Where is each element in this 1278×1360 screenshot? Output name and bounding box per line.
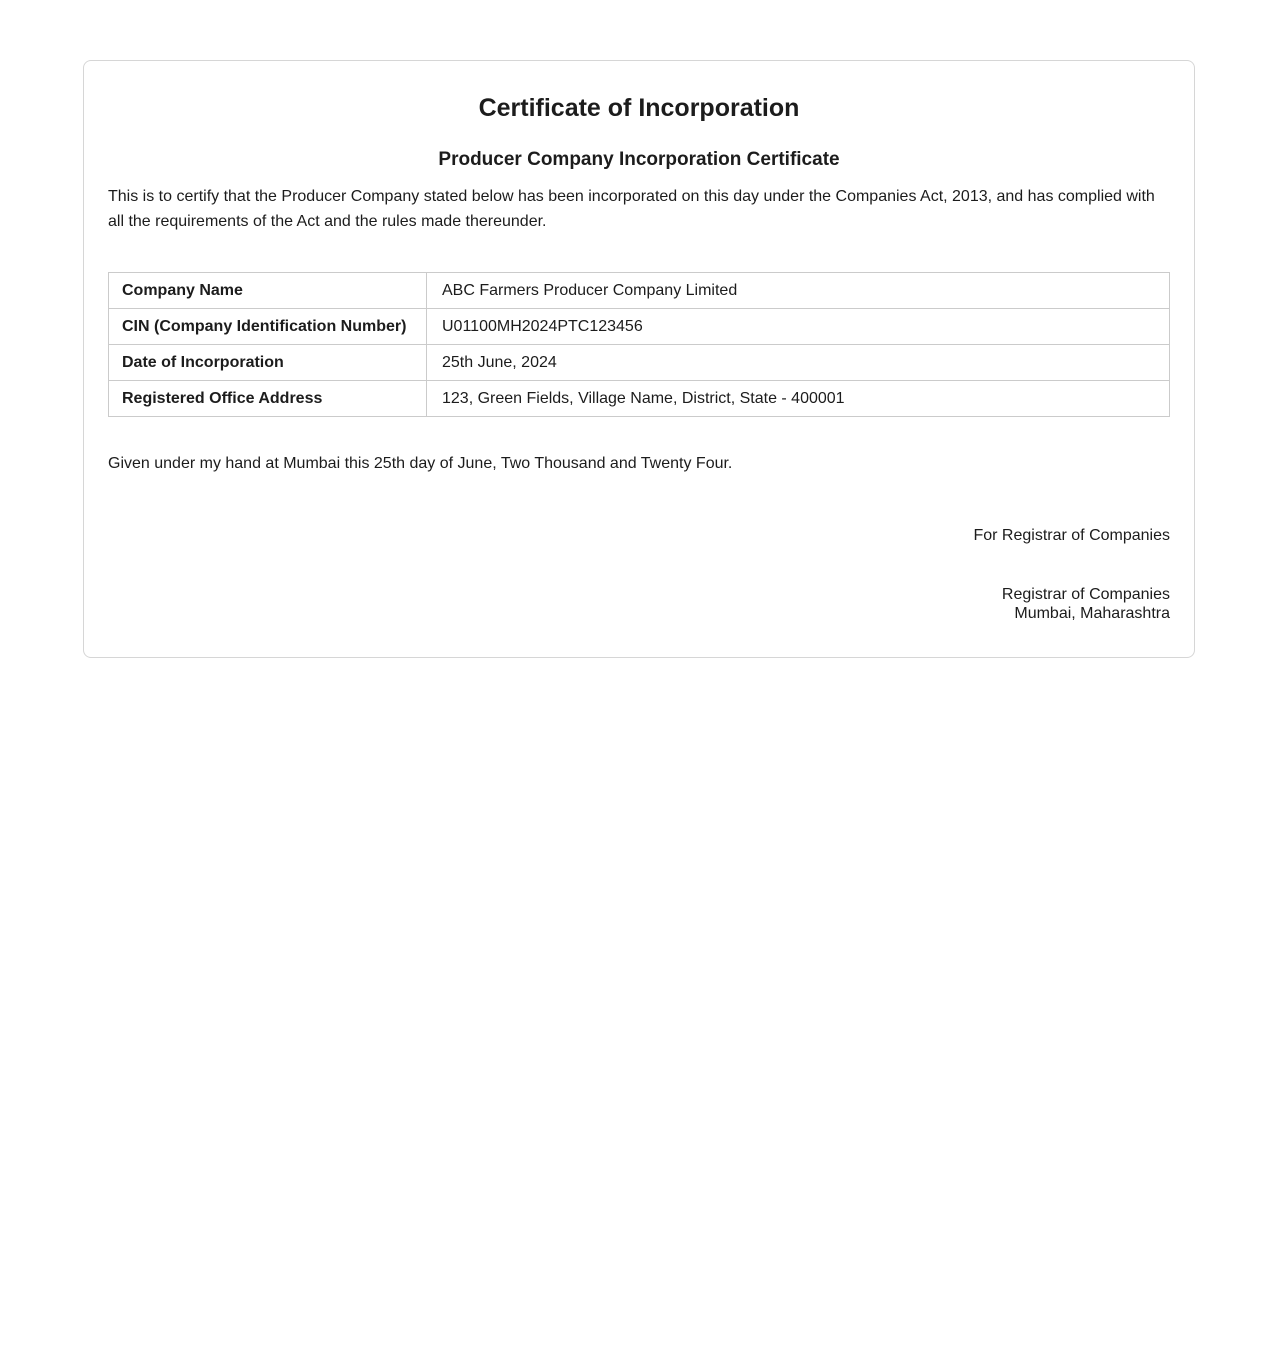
detail-label: Registered Office Address — [109, 380, 427, 416]
table-row-registered-office — [109, 380, 1170, 416]
certificate-subtitle: Producer Company Incorporation Certificate — [438, 149, 840, 170]
detail-label: CIN (Company Identification Number) — [109, 308, 427, 344]
signatory-block — [108, 585, 1170, 623]
certification-statement: This is to certify that the Producer Company stated below has been incorporated on this day under the Companies Act, 2013, and has complied with all the requirements of the Act and the rules made thereunder. — [108, 187, 1155, 230]
table-row-company-name — [109, 272, 1170, 308]
company-details-table — [108, 272, 1170, 417]
table-row-incorporation-date — [109, 344, 1170, 380]
detail-value: 25th June, 2024 — [427, 344, 1170, 380]
certificate-card — [83, 60, 1195, 658]
signatory-location: Mumbai, Maharashtra — [1014, 604, 1170, 622]
detail-value: U01100MH2024PTC123456 — [427, 308, 1170, 344]
signature-authority-line: For Registrar of Companies — [973, 526, 1170, 544]
issuance-statement: Given under my hand at Mumbai this 25th day of June, Two Thousand and Twenty Four. — [108, 454, 733, 472]
signatory-title: Registrar of Companies — [1001, 585, 1170, 603]
detail-label: Date of Incorporation — [109, 344, 427, 380]
detail-value: ABC Farmers Producer Company Limited — [427, 272, 1170, 308]
table-row-cin — [109, 308, 1170, 344]
detail-value: 123, Green Fields, Village Name, District, State - 400001 — [427, 380, 1170, 416]
certificate-title: Certificate of Incorporation — [478, 94, 800, 122]
detail-label: Company Name — [109, 272, 427, 308]
